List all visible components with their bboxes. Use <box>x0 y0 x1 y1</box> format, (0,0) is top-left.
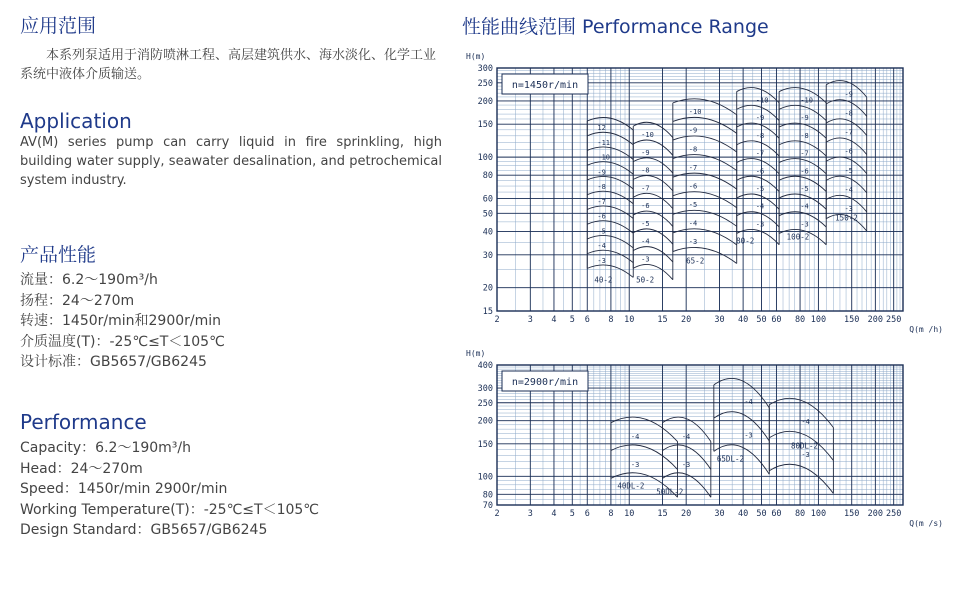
y-tick-label: 100 <box>477 472 493 483</box>
stage-label: -4 <box>800 202 809 211</box>
x-tick-label: 60 <box>771 509 782 519</box>
y-tick-label: 150 <box>477 439 493 450</box>
x-tick-label: 80 <box>794 509 806 519</box>
stage-label: -6 <box>641 202 650 211</box>
x-tick-label: 150 <box>844 509 860 519</box>
spec-temperature: Working Temperature(T)：-25℃≤T＜105℃ <box>20 501 320 518</box>
x-tick-label: 60 <box>771 315 782 325</box>
stage-curve <box>714 412 769 441</box>
spec-capacity: Capacity：6.2～190m³/h <box>20 440 192 456</box>
stage-label: -7 <box>800 149 809 158</box>
y-axis-unit: H(m) <box>466 52 486 61</box>
x-tick-label: 2 <box>494 509 500 519</box>
y-tick-label: 80 <box>482 490 493 501</box>
x-tick-label: 10 <box>624 509 635 519</box>
stage-label: -7 <box>688 163 698 172</box>
stage-curve <box>673 247 737 263</box>
x-tick-label: 2 <box>494 315 500 325</box>
y-tick-label: 200 <box>477 416 493 427</box>
x-tick-label: 50 <box>756 509 767 519</box>
model-label: 40DL-2 <box>617 481 645 491</box>
stage-curve <box>587 235 633 251</box>
spec-capacity-zh: 流量：6.2～190m³/h <box>20 272 158 288</box>
y-tick-label: 20 <box>482 283 493 294</box>
x-tick-label: 40 <box>738 509 749 519</box>
stage-label: -8 <box>844 109 853 118</box>
stage-label: -11 <box>597 138 611 147</box>
stage-curve <box>587 191 633 204</box>
x-tick-label: 100 <box>810 315 827 325</box>
stage-label: -7 <box>755 149 765 158</box>
spec-standard-zh: 设计标准：GB5657/GB6245 <box>20 354 207 370</box>
stage-label: -5 <box>844 166 853 175</box>
stage-label: -6 <box>688 182 698 191</box>
y-tick-label: 80 <box>482 171 493 182</box>
x-tick-label: 100 <box>810 509 827 519</box>
stage-label: -9 <box>688 126 698 135</box>
application-text: AV(M) series pump can carry liquid in fire sprinkling, high building water supply, seawater desalination, and petrochemical system industry. <box>20 135 442 188</box>
stage-label: -3 <box>800 220 809 229</box>
stage-curve <box>587 250 633 263</box>
x-axis-unit: Q(m /h) <box>909 325 943 334</box>
stage-label: -4 <box>681 432 691 441</box>
x-tick-label: 30 <box>714 509 725 519</box>
stage-label: 12 <box>597 124 606 133</box>
stage-label: -7 <box>844 128 853 137</box>
y-tick-label: 70 <box>482 501 493 511</box>
y-tick-label: 300 <box>477 384 493 395</box>
speed-label: n=2900r/min <box>511 377 579 388</box>
stage-label: -6 <box>755 167 765 176</box>
stage-label: -5 <box>688 201 698 210</box>
x-tick-label: 250 <box>886 509 902 519</box>
speed-label: n=1450r/min <box>511 80 579 91</box>
stage-label: -5 <box>800 184 809 193</box>
model-label: 150-2 <box>835 213 858 223</box>
stage-curve <box>673 210 737 226</box>
performance-title: Performance <box>20 410 147 434</box>
x-axis-unit: Q(m /s) <box>909 519 943 528</box>
x-tick-label: 4 <box>551 509 557 519</box>
model-label: 100-2 <box>786 232 810 242</box>
stage-label: -8 <box>597 183 606 192</box>
x-tick-label: 250 <box>886 315 902 325</box>
stage-label: -4 <box>630 432 640 441</box>
model-label: 80-2 <box>736 236 755 246</box>
stage-label: -3 <box>688 238 698 247</box>
spec-speed: Speed：1450r/min 2900r/min <box>20 481 228 497</box>
y-tick-label: 250 <box>477 398 493 409</box>
stage-curve <box>587 162 633 175</box>
stage-label: -9 <box>800 114 809 123</box>
x-tick-label: 4 <box>551 315 557 325</box>
stage-curve <box>633 193 673 211</box>
x-tick-label: 150 <box>844 315 860 325</box>
stage-curve <box>633 176 673 191</box>
x-tick-label: 6 <box>584 509 590 519</box>
y-tick-label: 250 <box>477 78 493 89</box>
stage-label: -4 <box>755 202 765 211</box>
x-tick-label: 30 <box>714 315 725 325</box>
stage-label: -3 <box>630 460 640 469</box>
stage-label: -10 <box>800 96 813 105</box>
stage-curve <box>587 176 633 192</box>
y-tick-label: 50 <box>482 209 493 220</box>
stage-label: -10 <box>755 96 769 105</box>
y-tick-label: 200 <box>477 96 493 107</box>
spec-list-zh <box>20 270 225 373</box>
stage-label: -5 <box>755 184 765 193</box>
spec-list-en <box>20 438 319 541</box>
chart-2900 <box>466 349 943 528</box>
x-tick-label: 3 <box>527 315 533 325</box>
y-tick-label: 60 <box>482 194 493 205</box>
stage-label: -9 <box>641 148 650 157</box>
stage-label: -3 <box>681 460 691 469</box>
stage-label: -6 <box>597 212 606 221</box>
stage-curve <box>587 147 633 160</box>
stage-label: -3 <box>597 256 606 265</box>
spec-speed-zh: 转速：1450r/min和2900r/min <box>20 313 222 329</box>
stage-curve <box>587 117 633 133</box>
x-tick-label: 5 <box>569 315 575 325</box>
y-tick-label: 40 <box>482 227 493 238</box>
x-tick-label: 10 <box>624 315 635 325</box>
x-tick-label: 20 <box>681 315 692 325</box>
y-tick-label: 30 <box>482 250 493 261</box>
stage-label: -4 <box>641 237 650 246</box>
stage-label: -4 <box>844 185 853 194</box>
stage-label: -9 <box>597 168 606 177</box>
application-title: Application <box>20 109 132 133</box>
spec-standard: Design Standard：GB5657/GB6245 <box>20 522 268 538</box>
stage-label: -6 <box>800 167 809 176</box>
stage-label: -4 <box>744 398 753 407</box>
plot-frame <box>497 68 903 311</box>
stage-label: -7 <box>597 197 606 206</box>
stage-label: -10 <box>688 108 702 117</box>
stage-label: -3 <box>801 450 810 459</box>
stage-curve <box>611 445 678 469</box>
spec-temp-zh: 介质温度(T)：-25℃≤T＜105℃ <box>20 333 225 350</box>
model-label: 50-2 <box>636 275 655 285</box>
stage-curve <box>633 247 673 262</box>
x-tick-label: 8 <box>608 509 614 519</box>
y-tick-label: 400 <box>477 361 493 371</box>
performance-range-charts <box>460 40 950 540</box>
stage-label: -5 <box>641 219 650 228</box>
x-tick-label: 3 <box>527 509 533 519</box>
x-tick-label: 15 <box>657 509 668 519</box>
stage-label: -9 <box>844 90 853 99</box>
y-tick-label: 100 <box>477 153 493 164</box>
y-tick-label: 300 <box>477 64 493 74</box>
stage-label: -4 <box>597 242 606 251</box>
x-tick-label: 5 <box>569 509 575 519</box>
x-tick-label: 6 <box>584 315 590 325</box>
spec-head-zh: 扬程：24～270m <box>20 292 135 309</box>
scope-title-zh: 应用范围 <box>20 15 97 37</box>
stage-label: -8 <box>755 131 765 140</box>
stage-label: -10 <box>641 130 654 139</box>
stage-label: -4 <box>688 219 698 228</box>
chart-1450 <box>466 52 943 334</box>
x-tick-label: 200 <box>867 315 884 325</box>
model-label: 50DL-2 <box>656 487 684 497</box>
model-label: 65DL-2 <box>716 454 745 464</box>
stage-label: -6 <box>844 147 853 156</box>
stage-label: -3 <box>755 220 765 229</box>
x-tick-label: 80 <box>794 315 806 325</box>
x-tick-label: 8 <box>608 315 614 325</box>
stage-curve <box>587 132 633 145</box>
stage-label: -8 <box>800 131 809 140</box>
y-axis-unit: H(m) <box>466 349 486 358</box>
x-tick-label: 200 <box>867 509 884 519</box>
stage-label: -8 <box>641 166 650 175</box>
stage-label: -8 <box>688 145 698 154</box>
stage-label: -3 <box>744 431 753 440</box>
stage-label: -10 <box>597 153 611 162</box>
model-label: 80DL-2 <box>790 441 819 451</box>
stage-label: -5 <box>597 227 606 236</box>
stage-label: -9 <box>755 114 765 123</box>
y-tick-label: 150 <box>477 120 493 131</box>
stage-label: -4 <box>801 417 810 426</box>
x-tick-label: 50 <box>756 315 767 325</box>
x-tick-label: 15 <box>657 315 668 325</box>
spec-head: Head：24～270m <box>20 460 143 477</box>
perf-title-zh: 产品性能 <box>20 244 97 266</box>
stage-curve <box>587 206 633 219</box>
stage-curve <box>673 192 737 208</box>
stage-label: -7 <box>641 184 650 193</box>
x-tick-label: 40 <box>738 315 749 325</box>
model-label: 65-2 <box>686 256 705 266</box>
scope-text-zh: 本系列泵适用于消防喷淋工程、高层建筑供水、海水淡化、化学工业系统中液体介质输送。 <box>20 48 437 82</box>
stage-label: -3 <box>844 205 853 214</box>
x-tick-label: 20 <box>681 509 692 519</box>
stage-label: -3 <box>641 255 650 264</box>
y-tick-label: 15 <box>482 307 493 317</box>
performance-range-title: 性能曲线范围 Performance Range <box>462 16 769 38</box>
stage-curve <box>673 117 737 133</box>
model-label: 40-2 <box>594 275 613 285</box>
